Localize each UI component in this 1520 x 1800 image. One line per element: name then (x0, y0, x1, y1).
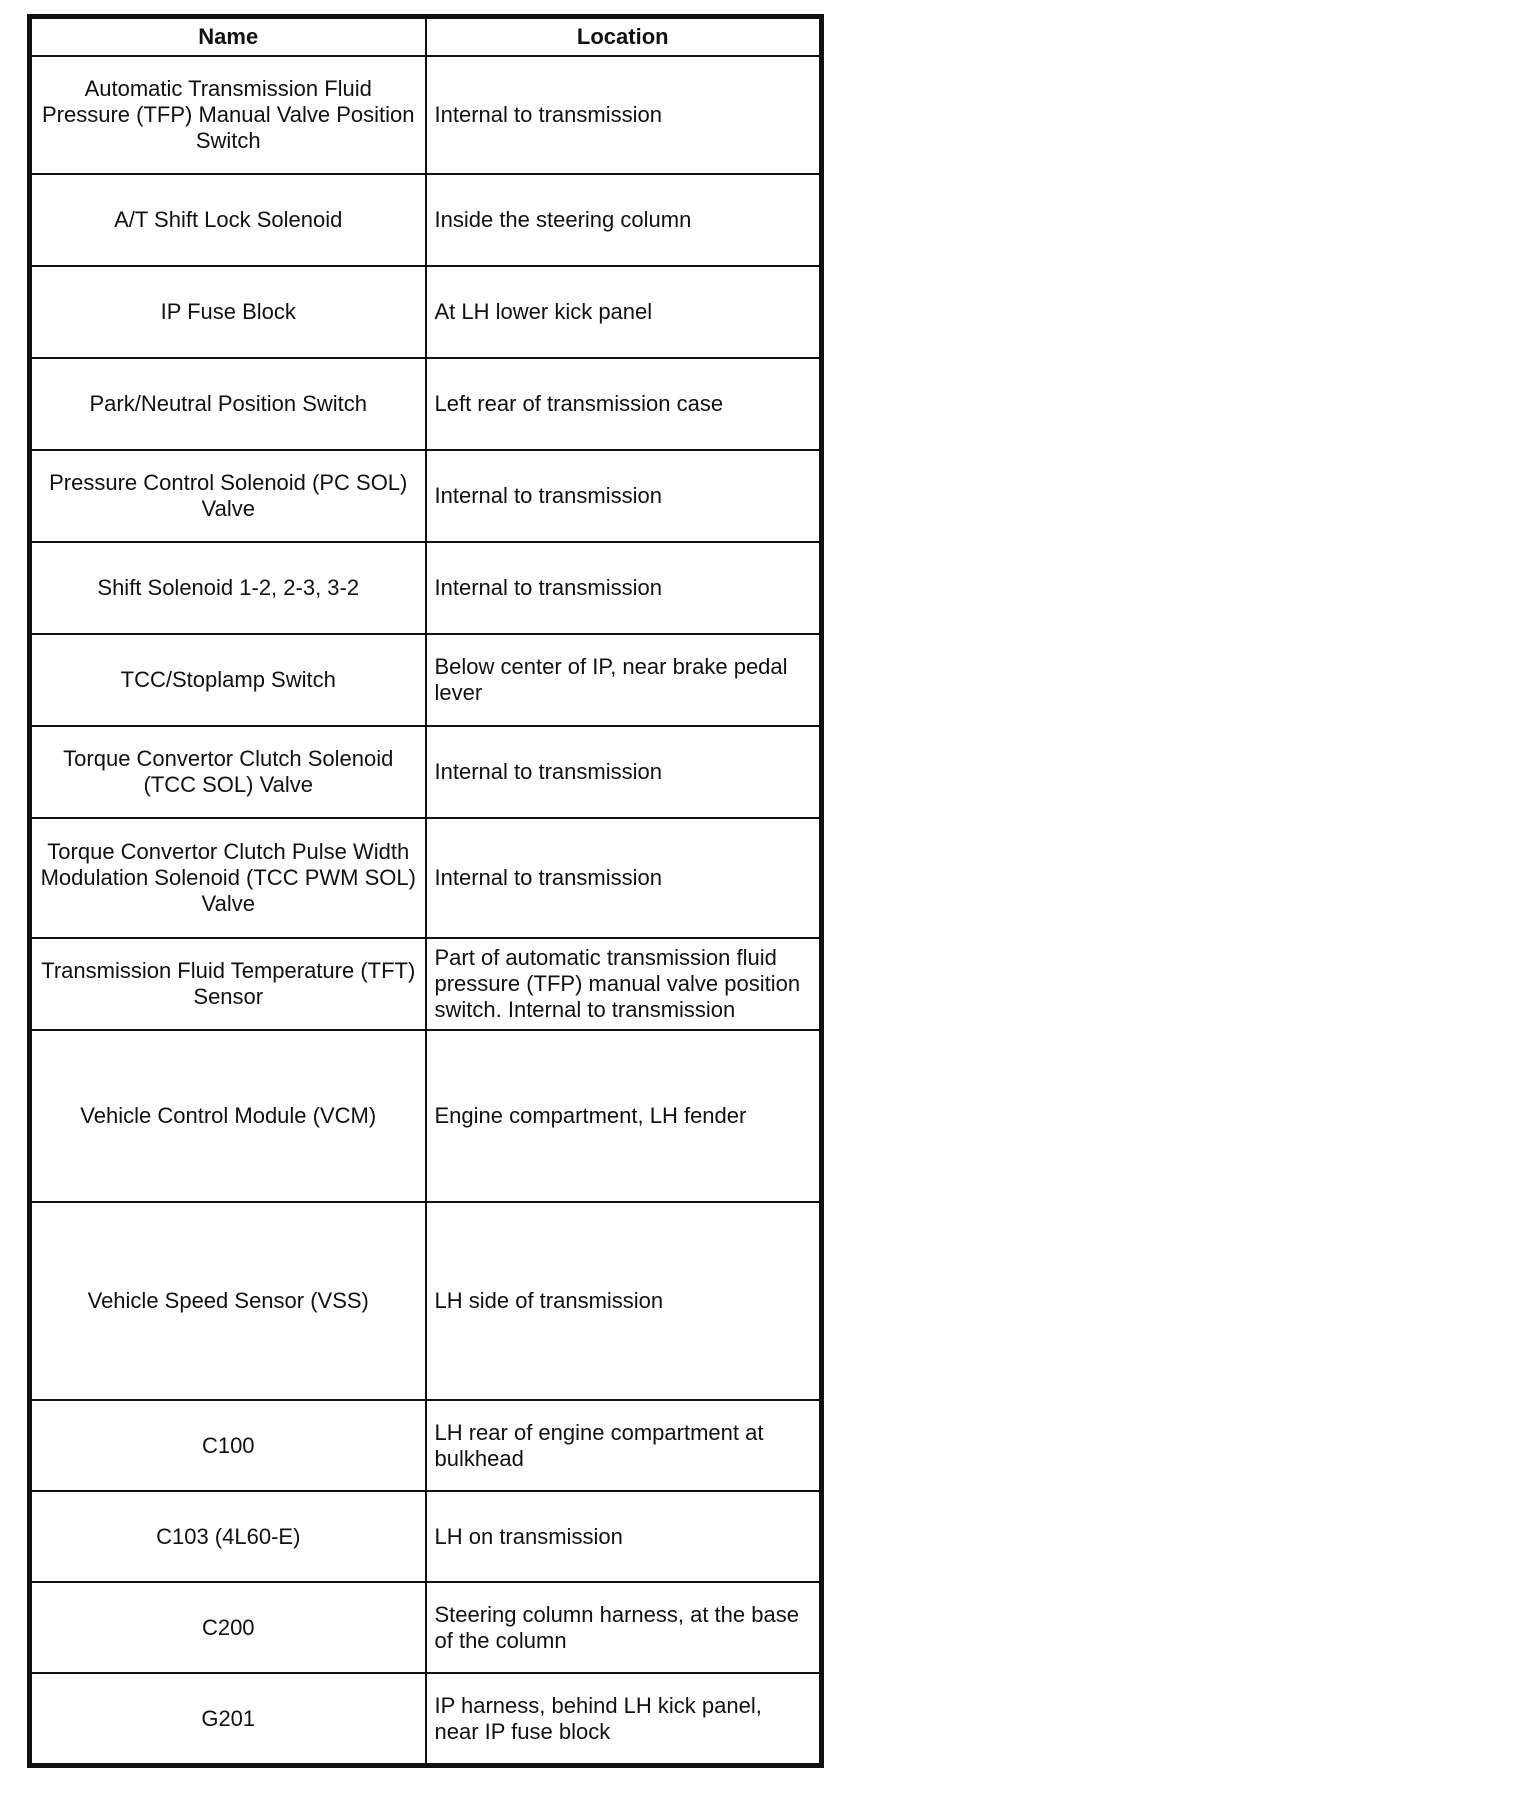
component-name: IP Fuse Block (31, 266, 426, 358)
component-location: Internal to transmission (426, 726, 821, 818)
table-row (31, 1400, 820, 1491)
component-name: Pressure Control Solenoid (PC SOL) Valve (31, 450, 426, 542)
component-location: LH side of transmission (426, 1202, 821, 1400)
component-location: Inside the steering column (426, 174, 821, 266)
component-name: A/T Shift Lock Solenoid (31, 174, 426, 266)
component-name: Automatic Transmission Fluid Pressure (TFP) Manual Valve Position Switch (31, 56, 426, 174)
component-location: Steering column harness, at the base of the column (426, 1582, 821, 1673)
component-name: C100 (31, 1400, 426, 1491)
component-location-table-frame (27, 14, 824, 1768)
component-location: LH on transmission (426, 1491, 821, 1582)
component-name: Vehicle Control Module (VCM) (31, 1030, 426, 1202)
table-row (31, 938, 820, 1030)
table-row (31, 726, 820, 818)
component-location: Engine compartment, LH fender (426, 1030, 821, 1202)
table-row (31, 634, 820, 726)
component-name: C103 (4L60-E) (31, 1491, 426, 1582)
table-row (31, 1491, 820, 1582)
component-location: Internal to transmission (426, 450, 821, 542)
component-name: Torque Convertor Clutch Pulse Width Modulation Solenoid (TCC PWM SOL) Valve (31, 818, 426, 938)
component-location-table (30, 17, 821, 1765)
table-row (31, 358, 820, 450)
table-row (31, 542, 820, 634)
component-location: Internal to transmission (426, 56, 821, 174)
component-name: Vehicle Speed Sensor (VSS) (31, 1202, 426, 1400)
component-location: Below center of IP, near brake pedal lever (426, 634, 821, 726)
column-header-name: Name (31, 18, 426, 56)
table-row (31, 1673, 820, 1764)
component-name: Transmission Fluid Temperature (TFT) Sensor (31, 938, 426, 1030)
component-name: G201 (31, 1673, 426, 1764)
table-row (31, 1030, 820, 1202)
component-location: Left rear of transmission case (426, 358, 821, 450)
table-row (31, 1202, 820, 1400)
table-row (31, 818, 820, 938)
table-row (31, 174, 820, 266)
table-row (31, 1582, 820, 1673)
component-location: At LH lower kick panel (426, 266, 821, 358)
component-location: Part of automatic transmission fluid pressure (TFP) manual valve position switch. Internal to transmission (426, 938, 821, 1030)
table-row (31, 56, 820, 174)
component-name: Park/Neutral Position Switch (31, 358, 426, 450)
component-name: C200 (31, 1582, 426, 1673)
component-location: Internal to transmission (426, 542, 821, 634)
component-name: Shift Solenoid 1-2, 2-3, 3-2 (31, 542, 426, 634)
table-header-row (31, 18, 820, 56)
table-row (31, 266, 820, 358)
component-name: TCC/Stoplamp Switch (31, 634, 426, 726)
component-location: LH rear of engine compartment at bulkhead (426, 1400, 821, 1491)
column-header-location: Location (426, 18, 821, 56)
component-name: Torque Convertor Clutch Solenoid (TCC SOL) Valve (31, 726, 426, 818)
table-row (31, 450, 820, 542)
component-location: Internal to transmission (426, 818, 821, 938)
component-location: IP harness, behind LH kick panel, near IP fuse block (426, 1673, 821, 1764)
